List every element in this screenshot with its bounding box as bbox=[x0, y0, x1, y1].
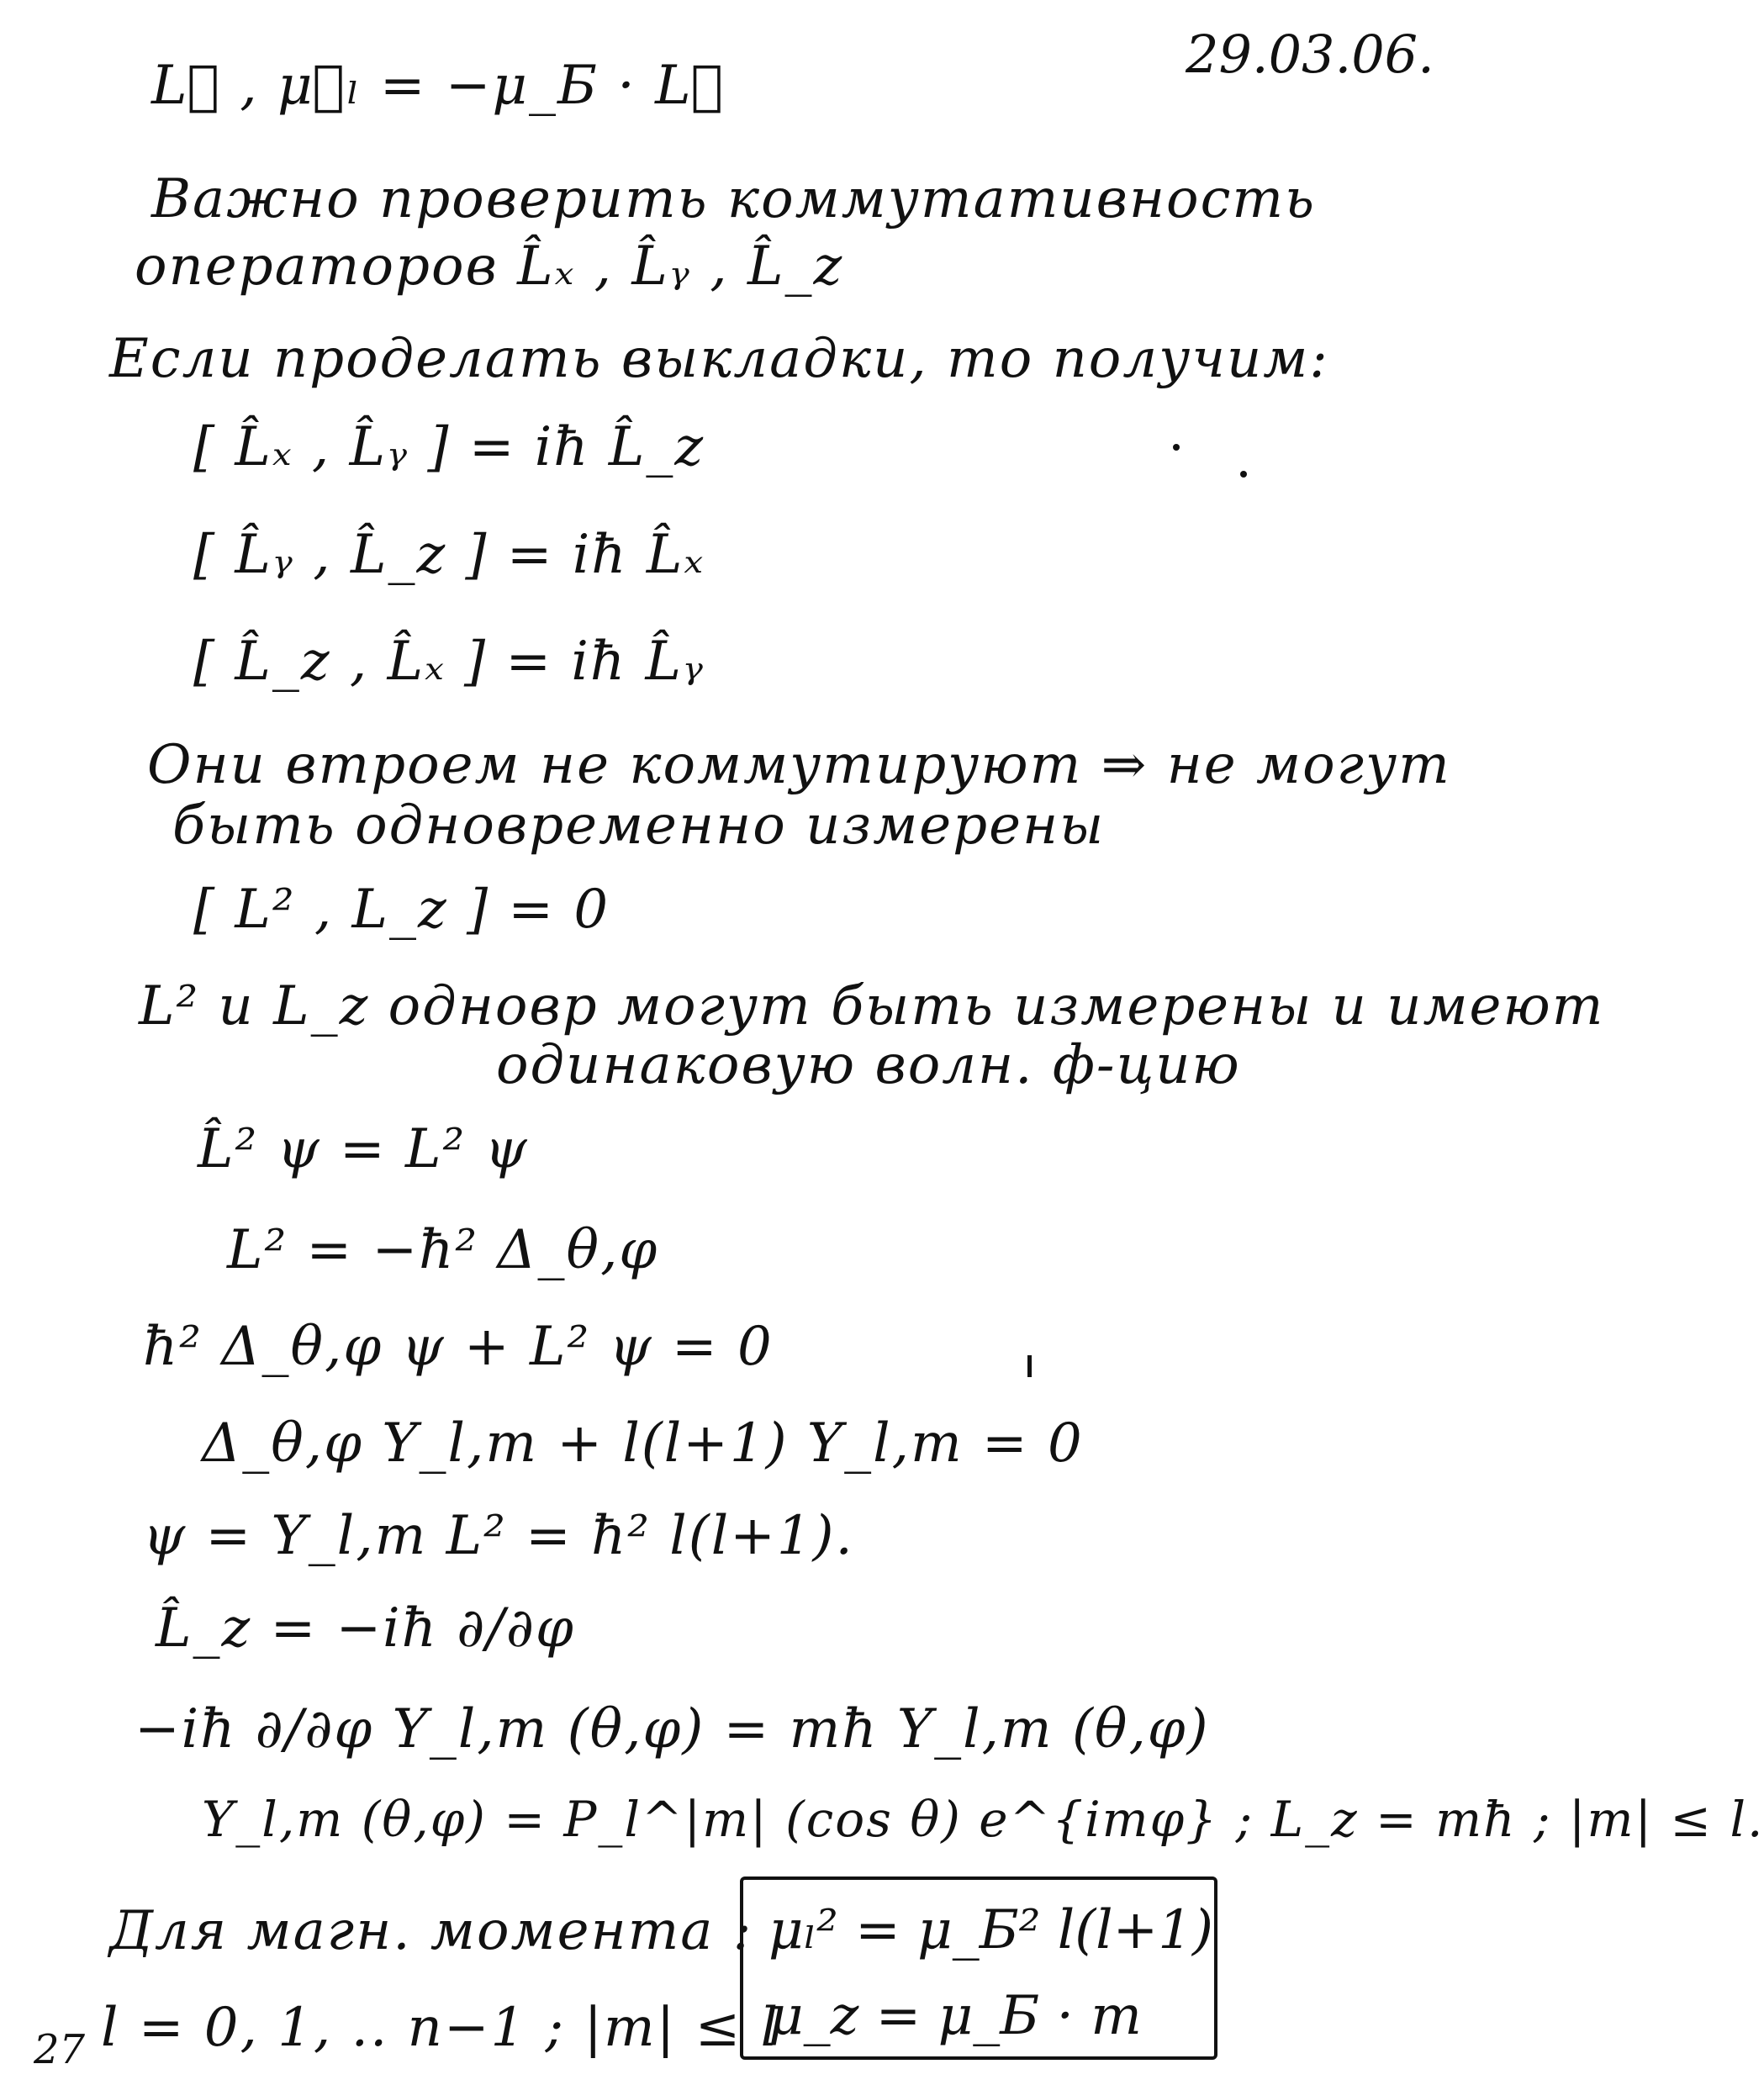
magnetic-moment-label: Для магн. момента : bbox=[109, 1900, 753, 1962]
page-number: 27 bbox=[34, 2026, 86, 2073]
line-1-definitions: L⃗ , μ⃗ₗ = −μ_Б · L⃗ bbox=[151, 55, 725, 117]
line-9: быть одновременно измерены bbox=[172, 794, 1106, 857]
lz-eigen-equation: −iħ ∂/∂φ Y_l,m (θ,φ) = mħ Y_l,m (θ,φ) bbox=[135, 1698, 1210, 1760]
line-12: одинаковую волн. ф-цию bbox=[496, 1034, 1241, 1096]
mu-z: μ_z = μ_Б · m bbox=[768, 1985, 1142, 2047]
ylm-solution: Y_l,m (θ,φ) = P_l^|m| (cos θ) e^{imφ} ; L_z = mħ ; |m| ≤ l. bbox=[202, 1791, 1764, 1848]
line-3: операторов L̂ₓ , L̂ᵧ , L̂_z bbox=[135, 235, 844, 298]
commutator-l2-lz: [ L² , L_z ] = 0 bbox=[193, 879, 610, 941]
date: 29.03.06. bbox=[1186, 24, 1434, 85]
dot-mark bbox=[1173, 444, 1180, 451]
quantum-number-ranges: l = 0, 1, .. n−1 ; |m| ≤ l bbox=[101, 1997, 780, 2059]
l2-operator: L² = −ħ² Δ_θ,φ bbox=[227, 1219, 659, 1281]
schrodinger-angular: ħ² Δ_θ,φ ψ + L² ψ = 0 bbox=[143, 1316, 774, 1378]
line-8: Они втроем не коммутируют ⇒ не могут bbox=[147, 734, 1451, 796]
tick-mark bbox=[1027, 1355, 1032, 1377]
commutator-xy: [ L̂ₓ , L̂ᵧ ] = iħ L̂_z bbox=[193, 416, 705, 478]
l2-eigenvalue: ψ = Y_l,m L² = ħ² l(l+1). bbox=[143, 1505, 854, 1567]
line-11: L² и L_z одновр могут быть измерены и имеют bbox=[139, 975, 1605, 1037]
eigen-equation: L̂² ψ = L² ψ bbox=[198, 1118, 529, 1180]
boxed-result bbox=[740, 1876, 1217, 2060]
commutator-zx: [ L̂_z , L̂ₓ ] = iħ L̂ᵧ bbox=[193, 631, 705, 693]
dot-mark bbox=[1240, 471, 1247, 478]
commutator-yz: [ L̂ᵧ , L̂_z ] = iħ L̂ₓ bbox=[193, 524, 705, 586]
mu-l-squared: μₗ² = μ_Б² l(l+1) bbox=[768, 1899, 1213, 1961]
lz-operator: L̂_z = −iħ ∂/∂φ bbox=[156, 1597, 575, 1660]
line-2: Важно проверить коммутативность bbox=[151, 168, 1316, 230]
spherical-harmonic-eq: Δ_θ,φ Y_l,m + l(l+1) Y_l,m = 0 bbox=[202, 1412, 1084, 1475]
line-4: Если проделать выкладки, то получим: bbox=[109, 328, 1329, 390]
